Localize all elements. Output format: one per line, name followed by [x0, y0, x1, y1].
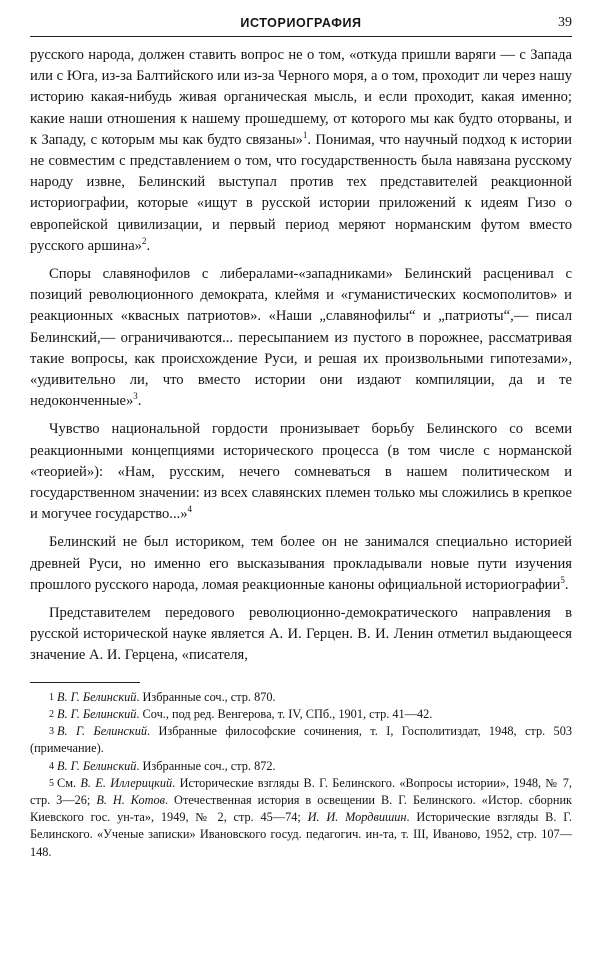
footnote-ref: 4 — [187, 504, 193, 515]
footnote-number: 5 — [49, 777, 54, 789]
paragraph-text: Представителем передового революционно-демократического направления в русской исторической науке является А. И. Герцен. В. И. Ленин отметил выдающееся значение А. И. Герцена, «писателя, — [30, 605, 572, 664]
main-text — [30, 45, 572, 667]
paragraph-text: . — [146, 237, 151, 254]
footnote-ref: 5 — [560, 575, 565, 586]
paragraph-text: . — [137, 393, 142, 410]
paragraph-3 — [30, 419, 572, 525]
footnote-text: См. — [57, 775, 81, 790]
footnote-separator — [30, 682, 140, 683]
footnote-text: . Избранные соч., стр. 872. — [136, 758, 276, 773]
footnote-author: В. Г. Белинский — [57, 706, 137, 721]
footnote-ref: 2 — [141, 235, 147, 246]
footnote-text: . Соч., под ред. Венгерова, т. IV, СПб., 1901, стр. 41—42. — [136, 706, 433, 721]
footnote-text: . Избранные философские сочинения, т. I, Госполитиздат, 1948, стр. 503 (примечание). — [30, 724, 572, 756]
footnote-2 — [30, 706, 572, 723]
footnote-author: В. Н. Котов — [96, 792, 166, 807]
footnote-number: 4 — [49, 760, 54, 772]
paragraph-1 — [30, 45, 572, 257]
footnote-text: . Избранные соч., стр. 870. — [136, 689, 276, 704]
footnote-text: . Отечественная история в освещении В. Г. Белинского. «Истор. сборник Киевского гос. ун-та», 1949, № 2, стр. 45—74; — [30, 792, 573, 825]
paragraph-2 — [30, 264, 572, 412]
footnote-1 — [30, 689, 572, 706]
footnote-ref: 3 — [133, 391, 138, 402]
footnotes — [30, 689, 572, 861]
footnote-author: В. Г. Белинский — [57, 689, 137, 704]
footnote-author: В. Г. Белинский — [57, 758, 137, 773]
paragraph-text: . Понимая, что научный подход к истории не совместим с представлением о том, что государственность была навязана русскому народу извне, Белинский выступал против тех представителей реакционной историографии, которые «ищут в русской истории приложений к идеям Гизо о европейской цивилизации, и первый период меряют норманским футом вместо русского аршина» — [30, 131, 572, 254]
footnote-5 — [30, 775, 572, 861]
paragraph-4 — [30, 532, 572, 596]
footnote-author: И. И. Мордвишин — [307, 810, 407, 825]
paragraph-text: Чувство национальной гордости пронизывает борьбу Белинского со всеми реакционными концепциями исторического процесса (в том числе с норманской «теорией»): «Нам, русским, нечего сомневаться в нашем политическом и государственном значении: из всех славянских племен только мы сложились в крепкое и могучее государство...» — [30, 421, 572, 523]
paragraph-text: русского народа, должен ставить вопрос не о том, «откуда пришли варяги — с Запада или с Юга, из-за Балтийского или из-за Черного моря, а о том, проходит ли через нашу историю какая-нибудь живая органическая мысль, и если проходит, какая именно; какие наши отношения к нашему прошедшему, от которого мы как будто оторваны, и к Западу, с которым мы как будто связаны» — [30, 47, 572, 148]
footnote-3 — [30, 723, 572, 757]
footnote-author: В. Е. Иллерицкий — [80, 775, 173, 790]
footnote-4 — [30, 758, 572, 775]
page-header — [30, 16, 572, 37]
paragraph-text: . — [564, 576, 569, 593]
running-title: ИСТОРИОГРАФИЯ — [240, 16, 362, 30]
paragraph-5 — [30, 603, 572, 667]
footnote-text: . Исторические взгляды В. Г. Белинского. «Вопросы истории», 1948, № 7, стр. 3—26; — [30, 775, 572, 807]
paragraph-text: Споры славянофилов с либералами-«западниками» Белинский расценивал с позиций революционного демократа, клеймя и «гуманистических космополитов» и реакционных «квасных патриотов». «Наши „славянофилы“ и „патриоты“,— писал Белинский,— ограничиваются... пересыпанием из пустого в порожнее, рассматривая такие вопросы, как происхождение Руси, и решая их произвольными гипотезами», «удивительно ли, что вместо истории они издают компиляции, да и те недоконченные» — [30, 266, 572, 410]
footnote-author: В. Г. Белинский — [57, 724, 148, 739]
paragraph-text: Белинский не был историком, тем более он не занимался специально историей древней Руси, но именно его высказывания прокладывали новые пути изучения прошлого русского народа, ломая реакционные каноны официальной историографии — [30, 534, 572, 593]
footnote-text: . Исторические взгляды В. Г. Белинского. «Ученые записки» Ивановского госуд. педагогич. ин-та, т. III, Иваново, 1952, стр. 107—148. — [30, 810, 573, 859]
footnote-number: 1 — [49, 691, 54, 703]
footnote-ref: 1 — [302, 129, 308, 140]
page-number: 39 — [558, 15, 572, 30]
footnote-number: 2 — [49, 708, 54, 720]
footnote-number: 3 — [49, 726, 54, 738]
